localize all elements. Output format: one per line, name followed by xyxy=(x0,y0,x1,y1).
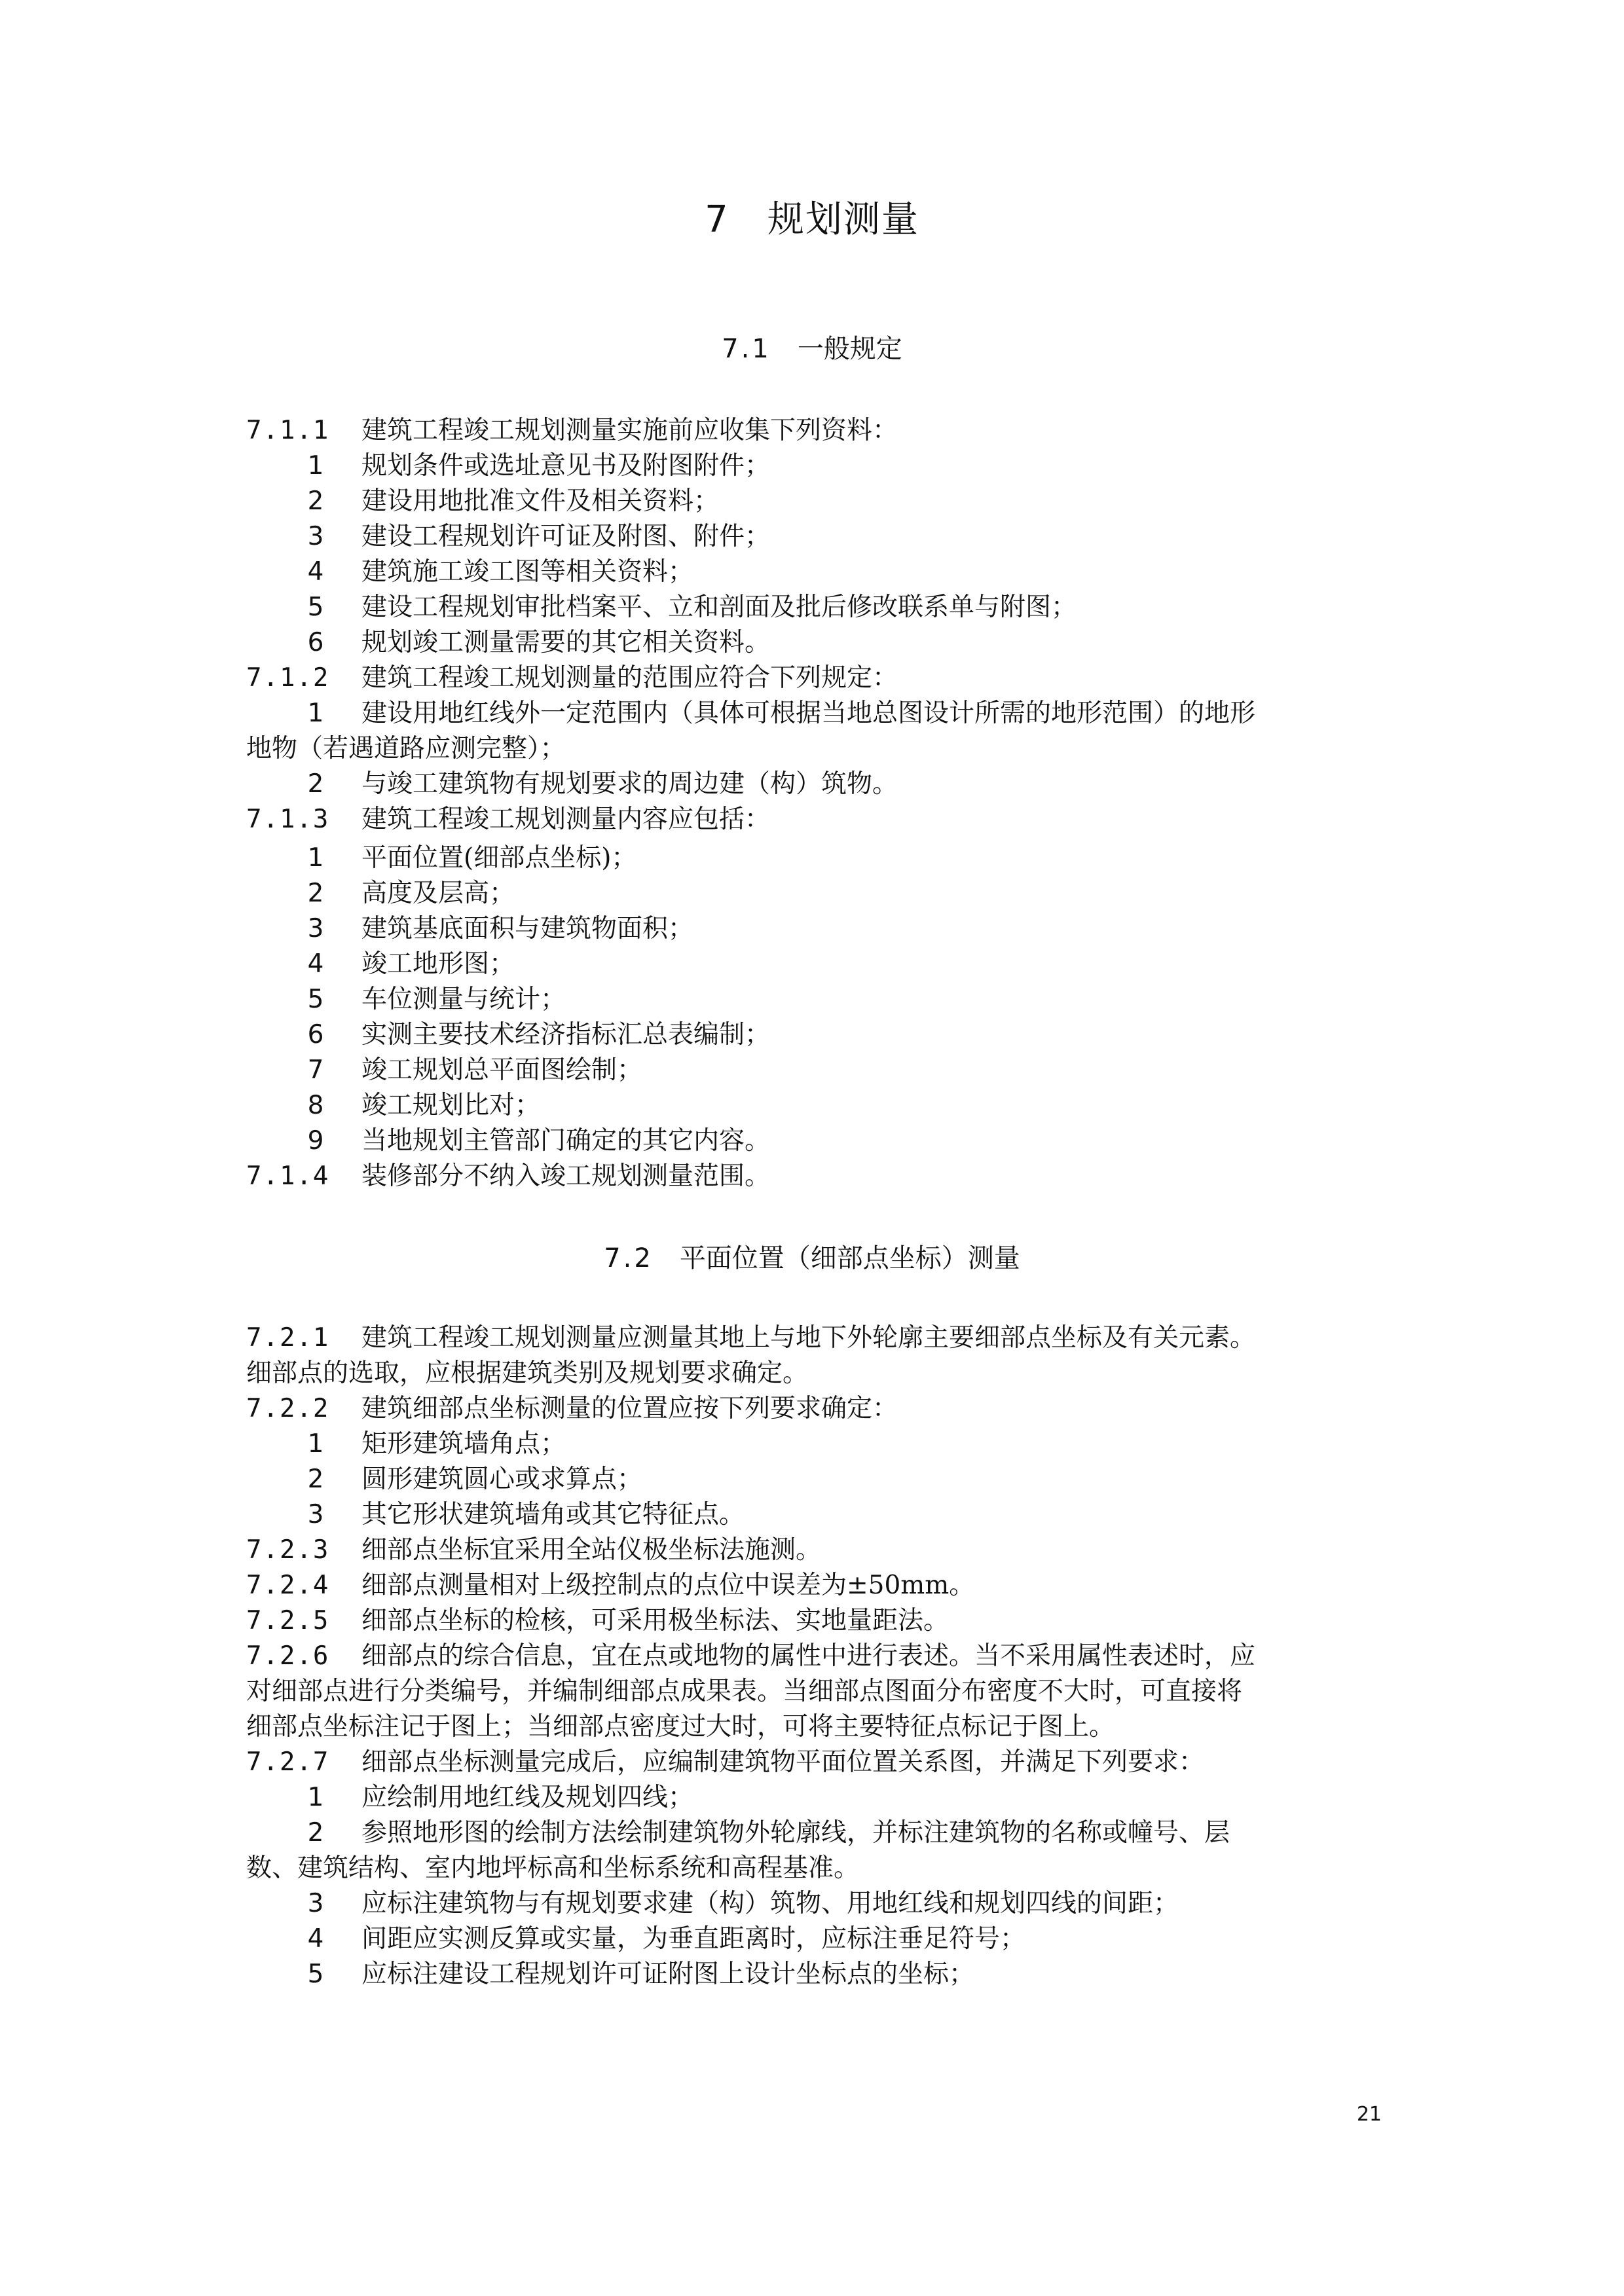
item-text: 间距应实测反算或实量，为垂直距离时，应标注垂足符号； xyxy=(361,1924,1026,1954)
clause-text: 细部点坐标测量完成后，应编制建筑物平面位置关系图，并满足下列要求： xyxy=(361,1747,1205,1777)
list-item xyxy=(246,1053,1386,1088)
item-number: 1 xyxy=(307,1783,324,1812)
list-item-continuation xyxy=(246,1851,1386,1886)
clause-number: 7.1.4 xyxy=(246,1161,330,1191)
chapter-title-text: 规划测量 xyxy=(767,198,919,241)
clause-text: 细部点坐标宜采用全站仪极坐标法施测。 xyxy=(361,1535,822,1565)
clause-7-1-4 xyxy=(246,1159,1386,1194)
section-title-7-1 xyxy=(0,329,1624,369)
clause-text: 细部点的综合信息，宜在点或地物的属性中进行表述。当不采用属性表述时，应 xyxy=(361,1641,1256,1671)
item-number: 3 xyxy=(307,1500,324,1529)
item-number: 2 xyxy=(307,1818,324,1848)
item-text: 实测主要技术经济指标汇总表编制； xyxy=(361,1020,771,1049)
item-text: 建设用地红线外一定范围内（具体可根据当地总图设计所需的地形范围）的地形 xyxy=(361,699,1256,728)
clause-7-2-4 xyxy=(246,1568,1386,1603)
item-text: 地物（若遇道路应测完整）； xyxy=(246,734,566,763)
list-item xyxy=(246,519,1386,555)
list-item xyxy=(246,1957,1386,1992)
item-number: 6 xyxy=(307,628,324,657)
clause-text: 建筑细部点坐标测量的位置应按下列要求确定： xyxy=(361,1394,898,1423)
list-item xyxy=(246,982,1386,1017)
item-number: 4 xyxy=(307,1924,324,1954)
item-text: 建筑施工竣工图等相关资料； xyxy=(361,557,694,587)
item-number: 1 xyxy=(307,699,324,728)
clause-text: 建筑工程竣工规划测量应测量其地上与地下外轮廓主要细部点坐标及有关元素。 xyxy=(361,1323,1256,1353)
item-text: 建设用地批准文件及相关资料； xyxy=(361,486,720,516)
item-number: 2 xyxy=(307,1465,324,1494)
item-text: 矩形建筑墙角点； xyxy=(361,1429,566,1459)
item-text: 车位测量与统计； xyxy=(361,985,566,1014)
item-text: 其它形状建筑墙角或其它特征点。 xyxy=(361,1500,745,1529)
clause-7-2-6 xyxy=(246,1639,1386,1674)
item-text: 竣工规划总平面图绘制； xyxy=(361,1055,643,1085)
section-title-text: 平面位置（细部点坐标）测量 xyxy=(679,1243,1020,1273)
item-number: 1 xyxy=(307,1429,324,1459)
item-number: 5 xyxy=(307,1959,324,1989)
list-item xyxy=(246,448,1386,484)
list-item xyxy=(246,1123,1386,1159)
page-number: 21 xyxy=(1356,2103,1382,2126)
list-item xyxy=(246,1088,1386,1123)
item-text: 应绘制用地红线及规划四线； xyxy=(361,1783,694,1812)
clause-7-1-3 xyxy=(246,802,1386,837)
clause-text: 对细部点进行分类编号，并编制细部点成果表。当细部点图面分布密度不大时，可直接将 xyxy=(246,1677,1243,1706)
item-number: 2 xyxy=(307,486,324,516)
clause-continuation xyxy=(246,1674,1386,1709)
item-number: 4 xyxy=(307,557,324,587)
list-item xyxy=(246,1886,1386,1922)
list-item xyxy=(246,696,1386,731)
item-number: 4 xyxy=(307,949,324,979)
list-item xyxy=(246,1462,1386,1497)
item-text: 建设工程规划许可证及附图、附件； xyxy=(361,522,771,551)
clause-number: 7.2.6 xyxy=(246,1641,330,1671)
item-number: 5 xyxy=(307,985,324,1014)
clause-7-1-2 xyxy=(246,661,1386,696)
clause-text: 建筑工程竣工规划测量实施前应收集下列资料： xyxy=(361,416,898,445)
clause-number: 7.2.2 xyxy=(246,1394,330,1423)
item-number: 5 xyxy=(307,592,324,622)
item-number: 1 xyxy=(307,843,324,873)
clause-number: 7.2.7 xyxy=(246,1747,330,1777)
item-text: 平面位置(细部点坐标)； xyxy=(361,843,637,873)
list-item xyxy=(246,1815,1386,1851)
list-item xyxy=(246,1497,1386,1533)
clause-number: 7.1.2 xyxy=(246,663,330,693)
item-number: 3 xyxy=(307,522,324,551)
chapter-title xyxy=(0,194,1624,246)
item-text: 建筑基底面积与建筑物面积； xyxy=(361,914,694,943)
section-number: 7.2 xyxy=(604,1243,654,1273)
item-number: 2 xyxy=(307,769,324,799)
chapter-number: 7 xyxy=(705,198,729,241)
section-title-text: 一般规定 xyxy=(797,334,902,364)
list-item xyxy=(246,841,1386,876)
item-text: 规划竣工测量需要的其它相关资料。 xyxy=(361,628,771,657)
list-item xyxy=(246,1922,1386,1957)
list-item xyxy=(246,1427,1386,1462)
clause-7-1-1 xyxy=(246,413,1386,448)
clause-number: 7.1.1 xyxy=(246,416,330,445)
item-text: 与竣工建筑物有规划要求的周边建（构）筑物。 xyxy=(361,769,898,799)
item-text: 竣工地形图； xyxy=(361,949,515,979)
item-number: 3 xyxy=(307,914,324,943)
clause-text: 细部点的选取，应根据建筑类别及规划要求确定。 xyxy=(246,1358,809,1388)
item-number: 6 xyxy=(307,1020,324,1049)
clause-text: 细部点测量相对上级控制点的点位中误差为±50mm。 xyxy=(361,1571,975,1600)
clause-7-2-1 xyxy=(246,1321,1386,1356)
list-item xyxy=(246,947,1386,982)
list-item xyxy=(246,876,1386,911)
list-item xyxy=(246,767,1386,802)
item-text: 圆形建筑圆心或求算点； xyxy=(361,1465,643,1494)
list-item xyxy=(246,625,1386,661)
item-text: 数、建筑结构、室内地坪标高和坐标系统和高程基准。 xyxy=(246,1853,860,1883)
item-text: 建设工程规划审批档案平、立和剖面及批后修改联系单与附图； xyxy=(361,592,1077,622)
clause-continuation xyxy=(246,1356,1386,1391)
clause-number: 7.2.4 xyxy=(246,1571,330,1600)
item-number: 2 xyxy=(307,879,324,908)
item-text: 规划条件或选址意见书及附图附件； xyxy=(361,451,771,481)
clause-number: 7.2.5 xyxy=(246,1606,330,1635)
clause-text: 建筑工程竣工规划测量内容应包括： xyxy=(361,805,771,834)
list-item xyxy=(246,911,1386,947)
item-number: 1 xyxy=(307,451,324,481)
item-text: 当地规划主管部门确定的其它内容。 xyxy=(361,1126,771,1156)
clause-7-2-2 xyxy=(246,1391,1386,1427)
clause-continuation xyxy=(246,1709,1386,1745)
item-text: 应标注建设工程规划许可证附图上设计坐标点的坐标； xyxy=(361,1959,975,1989)
clause-text: 细部点坐标的检核，可采用极坐标法、实地量距法。 xyxy=(361,1606,950,1635)
list-item xyxy=(246,590,1386,625)
clause-number: 7.1.3 xyxy=(246,805,330,834)
item-text: 竣工规划比对； xyxy=(361,1091,541,1120)
clause-7-2-7 xyxy=(246,1745,1386,1780)
list-item xyxy=(246,1017,1386,1053)
item-number: 9 xyxy=(307,1126,324,1156)
list-item xyxy=(246,484,1386,519)
item-number: 3 xyxy=(307,1889,324,1918)
clause-text: 装修部分不纳入竣工规划测量范围。 xyxy=(361,1161,771,1191)
clause-number: 7.2.3 xyxy=(246,1535,330,1565)
clause-7-2-5 xyxy=(246,1603,1386,1639)
item-number: 7 xyxy=(307,1055,324,1085)
clause-text: 建筑工程竣工规划测量的范围应符合下列规定： xyxy=(361,663,898,693)
item-text: 参照地形图的绘制方法绘制建筑物外轮廓线，并标注建筑物的名称或幢号、层 xyxy=(361,1818,1230,1848)
clause-7-2-3 xyxy=(246,1533,1386,1568)
section-number: 7.1 xyxy=(722,334,771,364)
clause-text: 细部点坐标注记于图上；当细部点密度过大时，可将主要特征点标记于图上。 xyxy=(246,1712,1115,1741)
list-item xyxy=(246,1780,1386,1815)
list-item-continuation xyxy=(246,731,1386,767)
item-number: 8 xyxy=(307,1091,324,1120)
list-item xyxy=(246,555,1386,590)
item-text: 应标注建筑物与有规划要求建（构）筑物、用地红线和规划四线的间距； xyxy=(361,1889,1179,1918)
item-text: 高度及层高； xyxy=(361,879,515,908)
section-title-7-2 xyxy=(0,1239,1624,1278)
clause-number: 7.2.1 xyxy=(246,1323,330,1353)
